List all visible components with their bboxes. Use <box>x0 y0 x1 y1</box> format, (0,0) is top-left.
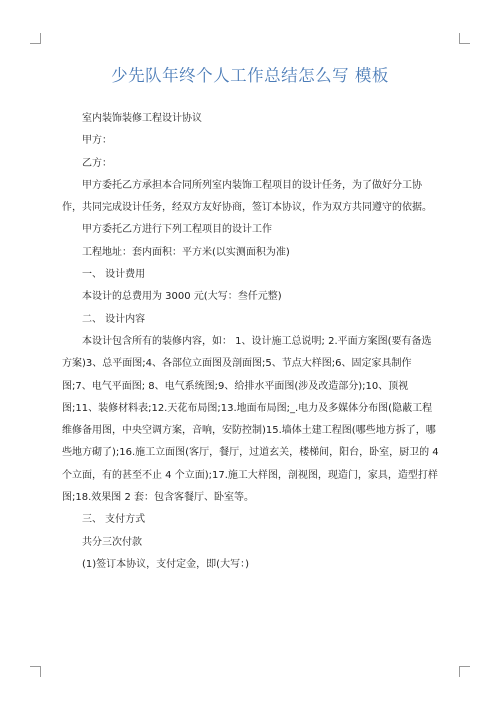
heading-design-content: 二、 设计内容 <box>82 313 146 325</box>
crop-mark-bottom-left <box>30 666 41 677</box>
document-title: 少先队年终个人工作总结怎么写 模板 <box>111 66 389 85</box>
crop-mark-top-left <box>30 33 41 44</box>
paragraph-preamble: 甲方委托乙方承担本合同所列室内装饰工程项目的设计任务，为了做好分工协作，共同完成设计任务，经双方友好协商，签订本协议，作为双方共同遵守的依据。 <box>62 179 432 214</box>
paragraph-payment-first: (1)签订本协议，支付定金，即(大写：) <box>82 558 249 570</box>
heading-payment-method: 三、 支付方式 <box>82 514 146 526</box>
paragraph-party-b: 乙方： <box>82 157 112 169</box>
document-body <box>62 108 440 576</box>
crop-mark-bottom-right <box>459 666 470 677</box>
paragraph-payment-count: 共分三次付款 <box>82 536 142 548</box>
heading-design-fee: 一、 设计费用 <box>82 269 146 281</box>
paragraph-project-intro: 甲方委托乙方进行下列工程项目的设计工作 <box>82 224 272 236</box>
paragraph-project-address: 工程地址：套内面积：平方米(以实测面积为准) <box>82 246 290 258</box>
paragraph-design-content: 本设计包含所有的装修内容，如： 1、设计施工总说明; 2.平面方案图(要有备选方案)3、总平面图;4、各部位立面图及剖面图;5、节点大样图;6、固定家具制作图;7、电气平面图; 8、电气系统图;9、给排水平面图(涉及改造部分);10、顶视图;11、装修材料表;12.天花布局图;13.地面布局图;_.电力及多媒体分布图(隐蔽工程维修备用图，中央空调方案，音响，安防控制)15.墙体土建工程图(哪些地方拆了，哪些地方砌了);16.施工立面图(客厅，餐厅，过道玄关，楼梯间，阳台，卧室，厨卫的 4 个立面，有的甚至不止 4 个立面);17.施工大样图，剖视图，现造门，家具，造型打样图;18.效果图 2 套：包含客餐厅、卧室等。 <box>62 335 439 504</box>
crop-mark-top-right <box>459 33 470 44</box>
paragraph-agreement-name: 室内装饰装修工程设计协议 <box>82 113 202 124</box>
paragraph-design-fee: 本设计的总费用为 3000 元(大写：叁仟元整) <box>82 291 282 303</box>
paragraph-party-a: 甲方： <box>82 135 112 147</box>
